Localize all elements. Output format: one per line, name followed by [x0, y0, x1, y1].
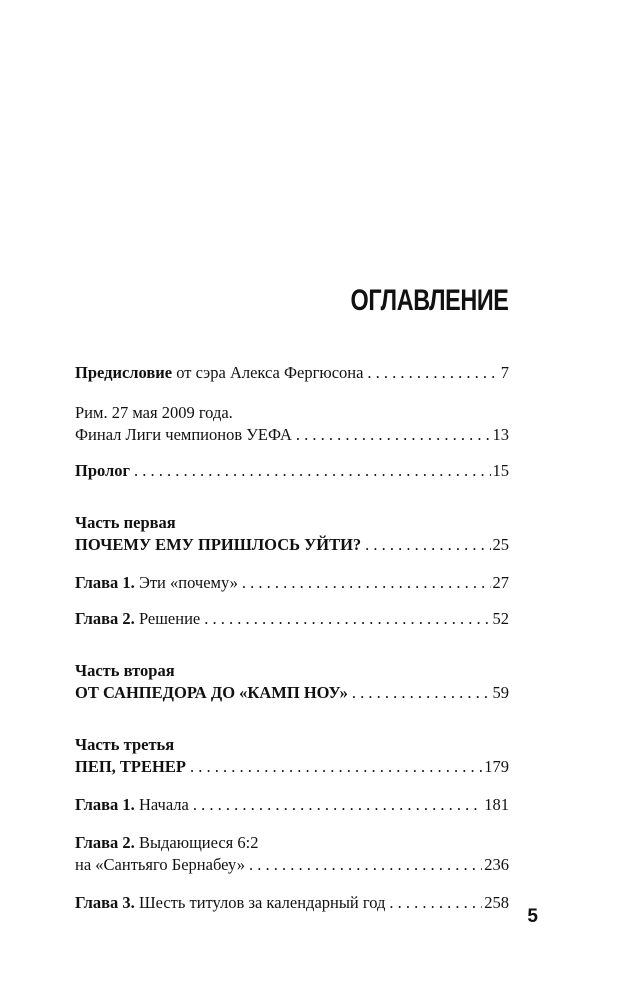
- dot-leader: [367, 362, 498, 384]
- entry-lead: Глава 2.: [75, 833, 135, 852]
- entry-page: 258: [484, 893, 509, 912]
- part-label: Часть вторая: [75, 661, 175, 680]
- toc-line: [75, 362, 509, 384]
- toc-line: [75, 534, 509, 556]
- part-title: ПОЧЕМУ ЕМУ ПРИШЛОСЬ УЙТИ?: [75, 535, 362, 554]
- toc-line: [75, 572, 509, 594]
- entry-page: 236: [484, 855, 509, 874]
- entry-lead: Предисловие: [75, 363, 173, 382]
- entry-lead: Глава 3.: [75, 893, 135, 912]
- entry-title: от сэра Алекса Фергюсона: [172, 363, 364, 382]
- dot-leader: [296, 424, 491, 446]
- toc-line: [75, 608, 509, 630]
- entry-page: 181: [484, 795, 509, 814]
- part-title: ОТ САНПЕДОРА ДО «КАМП НОУ»: [75, 683, 348, 702]
- entry-title: Выдающиеся 6:2: [134, 833, 259, 852]
- toc-entry-foreword: [75, 362, 509, 384]
- page-number: 5: [527, 906, 538, 927]
- dot-leader: [204, 608, 490, 630]
- entry-page: 25: [492, 535, 509, 554]
- entry-page: 52: [492, 609, 509, 628]
- entry-line-1: Рим. 27 мая 2009 года.: [75, 403, 233, 422]
- entry-lead: Глава 1.: [75, 573, 135, 592]
- toc-entry-part-three: [75, 734, 509, 778]
- entry-page: 59: [492, 683, 509, 702]
- entry-title: Эти «почему»: [134, 573, 238, 592]
- toc-line: [75, 424, 509, 446]
- toc-entry-rome: [75, 402, 509, 446]
- toc-entry-part-two: [75, 660, 509, 704]
- toc-entry-part-one: [75, 512, 509, 556]
- entry-title: Начала: [134, 795, 189, 814]
- dot-leader: [134, 460, 490, 482]
- toc-entry-chapter: [75, 608, 509, 630]
- table-of-contents: [75, 362, 509, 914]
- entry-page: 179: [484, 757, 509, 776]
- page-title: ОГЛАВЛЕНИЕ: [351, 284, 509, 317]
- entry-lead: Пролог: [75, 461, 131, 480]
- entry-page: 15: [492, 461, 509, 480]
- part-label: Часть первая: [75, 513, 176, 532]
- entry-lead: Глава 2.: [75, 609, 135, 628]
- dot-leader: [190, 756, 482, 778]
- entry-page: 13: [492, 425, 509, 444]
- entry-page: 7: [500, 363, 509, 382]
- toc-line: [75, 892, 509, 914]
- toc-line: [75, 794, 509, 816]
- part-label: Часть третья: [75, 735, 175, 754]
- toc-line: [75, 854, 509, 876]
- toc-entry-chapter: [75, 892, 509, 914]
- entry-title: Шесть титулов за календарный год: [134, 893, 386, 912]
- toc-line: [75, 460, 509, 482]
- toc-line: [75, 756, 509, 778]
- toc-entry-chapter: [75, 572, 509, 594]
- entry-title: Решение: [134, 609, 201, 628]
- dot-leader: [242, 572, 491, 594]
- entry-lead: Глава 1.: [75, 795, 135, 814]
- part-title: ПЕП, ТРЕНЕР: [75, 757, 186, 776]
- toc-entry-prologue: [75, 460, 509, 482]
- entry-title-continued: на «Сантьяго Бернабеу»: [75, 855, 245, 874]
- entry-page: 27: [492, 573, 509, 592]
- dot-leader: [193, 794, 482, 816]
- dot-leader: [352, 682, 491, 704]
- dot-leader: [365, 534, 490, 556]
- toc-entry-chapter: [75, 832, 509, 876]
- toc-line: [75, 682, 509, 704]
- entry-title: Финал Лиги чемпионов УЕФА: [75, 425, 292, 444]
- toc-entry-chapter: [75, 794, 509, 816]
- dot-leader: [389, 892, 482, 914]
- dot-leader: [249, 854, 482, 876]
- entry-line-1: [75, 832, 509, 854]
